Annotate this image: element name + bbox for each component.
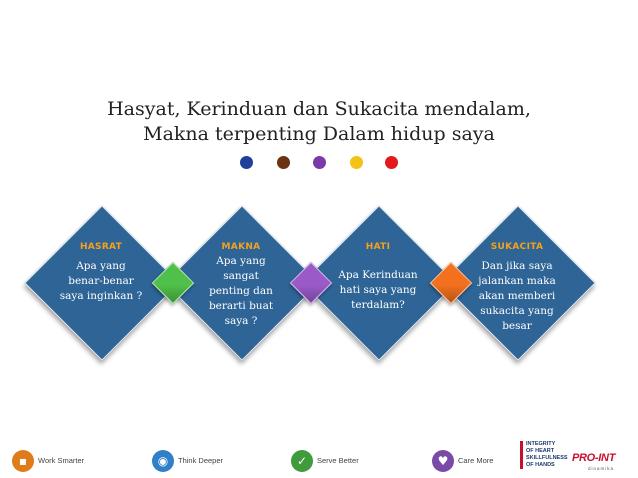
title-line-1: Hasyat, Kerinduan dan Sukacita mendalam, xyxy=(107,98,531,120)
dot-yellow xyxy=(350,156,363,169)
connector-green-gem xyxy=(152,262,192,302)
check-icon: ✓ xyxy=(291,450,313,472)
diamond-heading: HATI xyxy=(365,242,391,252)
diamond-text: Apa yang benar-benar saya inginkan ? xyxy=(59,260,143,302)
integrity-logo-text: INTEGRITY OF HEART SKILLFULNESS OF HANDS xyxy=(520,441,574,469)
connector-orange-gem xyxy=(430,262,470,302)
diamond-text: Apa Kerinduan hati saya yang terdalam? xyxy=(338,269,418,311)
connector-purple-gem xyxy=(290,262,330,302)
dot-purple xyxy=(313,156,326,169)
lightbulb-icon: ◉ xyxy=(152,450,174,472)
briefcase-icon: ▪ xyxy=(12,450,34,472)
slide-title xyxy=(0,97,638,147)
dot-brown xyxy=(277,156,290,169)
diamond-heading: HASRAT xyxy=(79,242,123,252)
pro-int-logo: PRO-INT xyxy=(572,452,616,464)
dot-red xyxy=(385,156,398,169)
footer-bar: ▪ Work Smarter ◉ Think Deeper ✓ Serve Better ♥ Care More xyxy=(0,440,638,478)
pro-int-logo-subtitle: dinamika xyxy=(588,466,615,471)
diamond-heading: MAKNA xyxy=(221,242,261,252)
diamond-text: Dan jika saya jalankan maka akan memberi sukacita yang besar xyxy=(478,260,556,332)
diamond-text: Apa yang sangat penting dan berarti buat saya ? xyxy=(208,255,274,327)
heart-icon: ♥ xyxy=(432,450,454,472)
dot-blue xyxy=(240,156,253,169)
diamond-heading: SUKACITA xyxy=(490,242,544,252)
title-line-2: Makna terpenting Dalam hidup saya xyxy=(143,123,495,145)
